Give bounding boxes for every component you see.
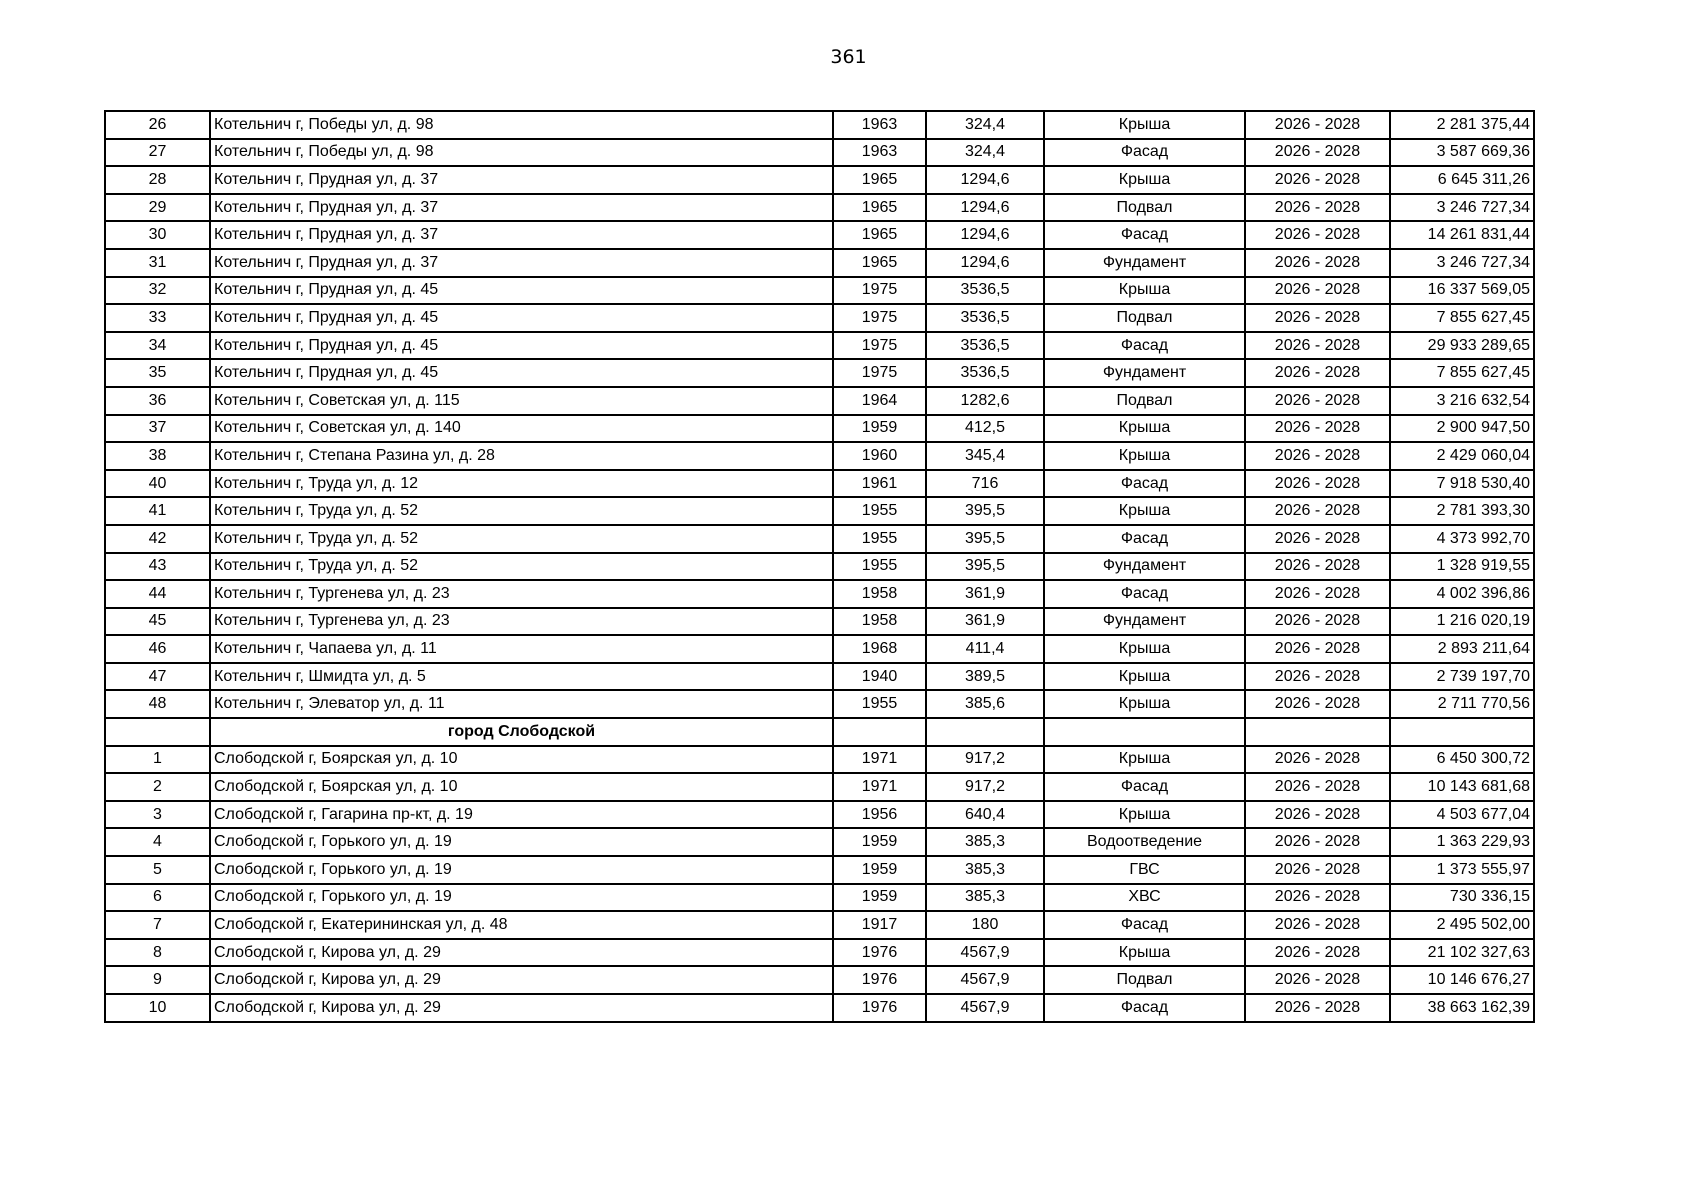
address-cell: Котельнич г, Прудная ул, д. 37 [210, 166, 833, 194]
cost-cell: 2 711 770,56 [1390, 690, 1534, 718]
cost-cell: 1 373 555,97 [1390, 856, 1534, 884]
year-built-cell: 1965 [833, 194, 926, 222]
period-cell: 2026 - 2028 [1245, 884, 1390, 912]
area-cell: 345,4 [926, 442, 1044, 470]
row-number-cell: 36 [105, 387, 210, 415]
period-cell: 2026 - 2028 [1245, 966, 1390, 994]
work-type-cell: Крыша [1044, 442, 1245, 470]
address-cell: Котельнич г, Прудная ул, д. 45 [210, 359, 833, 387]
area-cell: 385,3 [926, 828, 1044, 856]
period-cell: 2026 - 2028 [1245, 139, 1390, 167]
area-cell: 3536,5 [926, 304, 1044, 332]
row-number-cell [105, 718, 210, 746]
work-type-cell: Фасад [1044, 773, 1245, 801]
work-type-cell: Подвал [1044, 194, 1245, 222]
period-cell: 2026 - 2028 [1245, 856, 1390, 884]
area-cell [926, 718, 1044, 746]
row-number-cell: 38 [105, 442, 210, 470]
period-cell: 2026 - 2028 [1245, 911, 1390, 939]
cost-cell: 3 216 632,54 [1390, 387, 1534, 415]
work-type-cell: Водоотведение [1044, 828, 1245, 856]
work-type-cell: Крыша [1044, 415, 1245, 443]
year-built-cell: 1976 [833, 966, 926, 994]
period-cell: 2026 - 2028 [1245, 994, 1390, 1022]
cost-cell: 10 146 676,27 [1390, 966, 1534, 994]
table-row [105, 939, 1534, 967]
row-number-cell: 29 [105, 194, 210, 222]
period-cell: 2026 - 2028 [1245, 415, 1390, 443]
period-cell: 2026 - 2028 [1245, 359, 1390, 387]
year-built-cell: 1955 [833, 690, 926, 718]
area-cell: 385,3 [926, 856, 1044, 884]
period-cell: 2026 - 2028 [1245, 304, 1390, 332]
cost-cell: 1 328 919,55 [1390, 553, 1534, 581]
period-cell: 2026 - 2028 [1245, 470, 1390, 498]
year-built-cell: 1959 [833, 828, 926, 856]
work-type-cell: Фасад [1044, 139, 1245, 167]
page-number: 361 [830, 46, 867, 68]
row-number-cell: 45 [105, 608, 210, 636]
cost-cell: 2 281 375,44 [1390, 111, 1534, 139]
row-number-cell: 43 [105, 553, 210, 581]
work-type-cell: Фундамент [1044, 608, 1245, 636]
cost-cell: 4 503 677,04 [1390, 801, 1534, 829]
work-type-cell: Фасад [1044, 470, 1245, 498]
period-cell: 2026 - 2028 [1245, 387, 1390, 415]
area-cell: 1282,6 [926, 387, 1044, 415]
address-cell: Котельнич г, Победы ул, д. 98 [210, 111, 833, 139]
cost-cell: 6 450 300,72 [1390, 746, 1534, 774]
period-cell: 2026 - 2028 [1245, 166, 1390, 194]
table-row [105, 332, 1534, 360]
area-cell: 395,5 [926, 525, 1044, 553]
address-cell: Слободской г, Горького ул, д. 19 [210, 856, 833, 884]
year-built-cell: 1958 [833, 608, 926, 636]
row-number-cell: 35 [105, 359, 210, 387]
period-cell: 2026 - 2028 [1245, 221, 1390, 249]
address-cell: Котельнич г, Чапаева ул, д. 11 [210, 635, 833, 663]
year-built-cell: 1958 [833, 580, 926, 608]
work-type-cell: Фасад [1044, 525, 1245, 553]
row-number-cell: 1 [105, 746, 210, 774]
cost-cell: 2 495 502,00 [1390, 911, 1534, 939]
row-number-cell: 30 [105, 221, 210, 249]
table-row [105, 994, 1534, 1022]
row-number-cell: 48 [105, 690, 210, 718]
area-cell: 324,4 [926, 111, 1044, 139]
cost-cell: 21 102 327,63 [1390, 939, 1534, 967]
work-type-cell: Крыша [1044, 801, 1245, 829]
work-type-cell: Фундамент [1044, 249, 1245, 277]
table-row [105, 497, 1534, 525]
address-cell: Котельнич г, Советская ул, д. 140 [210, 415, 833, 443]
address-cell: Слободской г, Боярская ул, д. 10 [210, 746, 833, 774]
row-number-cell: 34 [105, 332, 210, 360]
area-cell: 361,9 [926, 580, 1044, 608]
address-cell: Котельнич г, Прудная ул, д. 37 [210, 249, 833, 277]
work-type-cell: Фасад [1044, 580, 1245, 608]
row-number-cell: 42 [105, 525, 210, 553]
table-row [105, 773, 1534, 801]
address-cell: Котельнич г, Тургенева ул, д. 23 [210, 608, 833, 636]
year-built-cell: 1968 [833, 635, 926, 663]
area-cell: 411,4 [926, 635, 1044, 663]
period-cell: 2026 - 2028 [1245, 635, 1390, 663]
area-cell: 324,4 [926, 139, 1044, 167]
period-cell: 2026 - 2028 [1245, 773, 1390, 801]
cost-cell: 14 261 831,44 [1390, 221, 1534, 249]
address-cell: Слободской г, Екатерининская ул, д. 48 [210, 911, 833, 939]
address-cell: Котельнич г, Шмидта ул, д. 5 [210, 663, 833, 691]
table-row [105, 884, 1534, 912]
address-cell: Слободской г, Горького ул, д. 19 [210, 884, 833, 912]
address-cell: Котельнич г, Труда ул, д. 52 [210, 553, 833, 581]
year-built-cell: 1955 [833, 525, 926, 553]
address-cell: Слободской г, Гагарина пр-кт, д. 19 [210, 801, 833, 829]
row-number-cell: 40 [105, 470, 210, 498]
row-number-cell: 3 [105, 801, 210, 829]
row-number-cell: 5 [105, 856, 210, 884]
table-row [105, 608, 1534, 636]
area-cell: 3536,5 [926, 332, 1044, 360]
year-built-cell: 1965 [833, 221, 926, 249]
table-body [105, 111, 1534, 1022]
address-cell: Котельнич г, Прудная ул, д. 45 [210, 304, 833, 332]
address-cell: Котельнич г, Прудная ул, д. 45 [210, 332, 833, 360]
work-type-cell: Крыша [1044, 497, 1245, 525]
year-built-cell [833, 718, 926, 746]
year-built-cell: 1965 [833, 249, 926, 277]
cost-cell [1390, 718, 1534, 746]
row-number-cell: 2 [105, 773, 210, 801]
row-number-cell: 6 [105, 884, 210, 912]
cost-cell: 7 855 627,45 [1390, 359, 1534, 387]
table-row [105, 359, 1534, 387]
address-cell: Слободской г, Кирова ул, д. 29 [210, 939, 833, 967]
work-type-cell: Подвал [1044, 966, 1245, 994]
address-cell: Котельнич г, Труда ул, д. 52 [210, 525, 833, 553]
address-cell: Котельнич г, Прудная ул, д. 37 [210, 221, 833, 249]
table-row [105, 277, 1534, 305]
year-built-cell: 1956 [833, 801, 926, 829]
section-header-row [105, 718, 1534, 746]
row-number-cell: 44 [105, 580, 210, 608]
table-row [105, 415, 1534, 443]
table-row [105, 111, 1534, 139]
address-cell: Котельнич г, Победы ул, д. 98 [210, 139, 833, 167]
table-row [105, 911, 1534, 939]
cost-cell: 730 336,15 [1390, 884, 1534, 912]
work-type-cell: Крыша [1044, 663, 1245, 691]
period-cell: 2026 - 2028 [1245, 249, 1390, 277]
period-cell: 2026 - 2028 [1245, 442, 1390, 470]
table-row [105, 194, 1534, 222]
table-row [105, 635, 1534, 663]
work-type-cell [1044, 718, 1245, 746]
address-cell: Котельнич г, Тургенева ул, д. 23 [210, 580, 833, 608]
cost-cell: 3 587 669,36 [1390, 139, 1534, 167]
cost-cell: 2 781 393,30 [1390, 497, 1534, 525]
row-number-cell: 7 [105, 911, 210, 939]
table-row [105, 470, 1534, 498]
year-built-cell: 1955 [833, 497, 926, 525]
work-type-cell: Крыша [1044, 277, 1245, 305]
address-cell: Слободской г, Боярская ул, д. 10 [210, 773, 833, 801]
area-cell: 395,5 [926, 553, 1044, 581]
table-row [105, 746, 1534, 774]
area-cell: 389,5 [926, 663, 1044, 691]
cost-cell: 7 918 530,40 [1390, 470, 1534, 498]
cost-cell: 4 002 396,86 [1390, 580, 1534, 608]
period-cell [1245, 718, 1390, 746]
period-cell: 2026 - 2028 [1245, 277, 1390, 305]
address-cell: Котельнич г, Степана Разина ул, д. 28 [210, 442, 833, 470]
period-cell: 2026 - 2028 [1245, 332, 1390, 360]
table-row [105, 139, 1534, 167]
work-type-cell: Крыша [1044, 939, 1245, 967]
cost-cell: 3 246 727,34 [1390, 249, 1534, 277]
area-cell: 917,2 [926, 746, 1044, 774]
row-number-cell: 33 [105, 304, 210, 332]
cost-cell: 2 893 211,64 [1390, 635, 1534, 663]
table-row [105, 966, 1534, 994]
area-cell: 385,6 [926, 690, 1044, 718]
work-type-cell: Подвал [1044, 304, 1245, 332]
address-cell: Котельнич г, Труда ул, д. 52 [210, 497, 833, 525]
period-cell: 2026 - 2028 [1245, 939, 1390, 967]
year-built-cell: 1955 [833, 553, 926, 581]
table-row [105, 801, 1534, 829]
table-row [105, 856, 1534, 884]
work-type-cell: Крыша [1044, 690, 1245, 718]
work-type-cell: Крыша [1044, 635, 1245, 663]
row-number-cell: 27 [105, 139, 210, 167]
registry-table [104, 110, 1535, 1023]
cost-cell: 38 663 162,39 [1390, 994, 1534, 1022]
area-cell: 3536,5 [926, 359, 1044, 387]
year-built-cell: 1940 [833, 663, 926, 691]
work-type-cell: Крыша [1044, 166, 1245, 194]
row-number-cell: 9 [105, 966, 210, 994]
period-cell: 2026 - 2028 [1245, 690, 1390, 718]
work-type-cell: Фундамент [1044, 553, 1245, 581]
year-built-cell: 1961 [833, 470, 926, 498]
cost-cell: 1 363 229,93 [1390, 828, 1534, 856]
area-cell: 1294,6 [926, 221, 1044, 249]
area-cell: 716 [926, 470, 1044, 498]
table-row [105, 304, 1534, 332]
row-number-cell: 26 [105, 111, 210, 139]
row-number-cell: 37 [105, 415, 210, 443]
area-cell: 1294,6 [926, 194, 1044, 222]
area-cell: 4567,9 [926, 994, 1044, 1022]
work-type-cell: ГВС [1044, 856, 1245, 884]
cost-cell: 3 246 727,34 [1390, 194, 1534, 222]
area-cell: 3536,5 [926, 277, 1044, 305]
work-type-cell: Фасад [1044, 911, 1245, 939]
cost-cell: 2 739 197,70 [1390, 663, 1534, 691]
row-number-cell: 41 [105, 497, 210, 525]
area-cell: 1294,6 [926, 166, 1044, 194]
row-number-cell: 8 [105, 939, 210, 967]
period-cell: 2026 - 2028 [1245, 580, 1390, 608]
area-cell: 4567,9 [926, 966, 1044, 994]
cost-cell: 6 645 311,26 [1390, 166, 1534, 194]
area-cell: 361,9 [926, 608, 1044, 636]
table-row [105, 690, 1534, 718]
period-cell: 2026 - 2028 [1245, 525, 1390, 553]
year-built-cell: 1965 [833, 166, 926, 194]
cost-cell: 10 143 681,68 [1390, 773, 1534, 801]
table-row [105, 221, 1534, 249]
period-cell: 2026 - 2028 [1245, 553, 1390, 581]
period-cell: 2026 - 2028 [1245, 801, 1390, 829]
year-built-cell: 1964 [833, 387, 926, 415]
year-built-cell: 1976 [833, 994, 926, 1022]
table-row [105, 580, 1534, 608]
year-built-cell: 1917 [833, 911, 926, 939]
address-cell: Слободской г, Горького ул, д. 19 [210, 828, 833, 856]
work-type-cell: Крыша [1044, 111, 1245, 139]
address-cell: Слободской г, Кирова ул, д. 29 [210, 994, 833, 1022]
row-number-cell: 31 [105, 249, 210, 277]
period-cell: 2026 - 2028 [1245, 608, 1390, 636]
area-cell: 395,5 [926, 497, 1044, 525]
year-built-cell: 1975 [833, 277, 926, 305]
cost-cell: 2 429 060,04 [1390, 442, 1534, 470]
year-built-cell: 1960 [833, 442, 926, 470]
cost-cell: 4 373 992,70 [1390, 525, 1534, 553]
year-built-cell: 1975 [833, 359, 926, 387]
area-cell: 1294,6 [926, 249, 1044, 277]
address-cell: Котельнич г, Труда ул, д. 12 [210, 470, 833, 498]
address-cell: Котельнич г, Прудная ул, д. 37 [210, 194, 833, 222]
row-number-cell: 4 [105, 828, 210, 856]
period-cell: 2026 - 2028 [1245, 497, 1390, 525]
area-cell: 412,5 [926, 415, 1044, 443]
work-type-cell: Фасад [1044, 332, 1245, 360]
work-type-cell: Подвал [1044, 387, 1245, 415]
row-number-cell: 32 [105, 277, 210, 305]
area-cell: 917,2 [926, 773, 1044, 801]
year-built-cell: 1963 [833, 111, 926, 139]
row-number-cell: 47 [105, 663, 210, 691]
year-built-cell: 1963 [833, 139, 926, 167]
year-built-cell: 1971 [833, 746, 926, 774]
period-cell: 2026 - 2028 [1245, 111, 1390, 139]
period-cell: 2026 - 2028 [1245, 663, 1390, 691]
table-row [105, 663, 1534, 691]
table-row [105, 166, 1534, 194]
work-type-cell: Фасад [1044, 994, 1245, 1022]
area-cell: 385,3 [926, 884, 1044, 912]
year-built-cell: 1959 [833, 415, 926, 443]
cost-cell: 1 216 020,19 [1390, 608, 1534, 636]
area-cell: 4567,9 [926, 939, 1044, 967]
table-row [105, 249, 1534, 277]
row-number-cell: 46 [105, 635, 210, 663]
table-row [105, 525, 1534, 553]
work-type-cell: Фасад [1044, 221, 1245, 249]
table-row [105, 387, 1534, 415]
year-built-cell: 1975 [833, 304, 926, 332]
table-row [105, 442, 1534, 470]
year-built-cell: 1975 [833, 332, 926, 360]
row-number-cell: 10 [105, 994, 210, 1022]
cost-cell: 7 855 627,45 [1390, 304, 1534, 332]
address-cell: Котельнич г, Советская ул, д. 115 [210, 387, 833, 415]
cost-cell: 29 933 289,65 [1390, 332, 1534, 360]
period-cell: 2026 - 2028 [1245, 746, 1390, 774]
year-built-cell: 1971 [833, 773, 926, 801]
table-row [105, 828, 1534, 856]
work-type-cell: Фундамент [1044, 359, 1245, 387]
year-built-cell: 1976 [833, 939, 926, 967]
period-cell: 2026 - 2028 [1245, 828, 1390, 856]
address-cell: Котельнич г, Элеватор ул, д. 11 [210, 690, 833, 718]
address-cell: Слободской г, Кирова ул, д. 29 [210, 966, 833, 994]
area-cell: 640,4 [926, 801, 1044, 829]
work-type-cell: ХВС [1044, 884, 1245, 912]
cost-cell: 2 900 947,50 [1390, 415, 1534, 443]
area-cell: 180 [926, 911, 1044, 939]
table-row [105, 553, 1534, 581]
row-number-cell: 28 [105, 166, 210, 194]
section-title: город Слободской [210, 718, 833, 746]
cost-cell: 16 337 569,05 [1390, 277, 1534, 305]
year-built-cell: 1959 [833, 856, 926, 884]
address-cell: Котельнич г, Прудная ул, д. 45 [210, 277, 833, 305]
year-built-cell: 1959 [833, 884, 926, 912]
period-cell: 2026 - 2028 [1245, 194, 1390, 222]
work-type-cell: Крыша [1044, 746, 1245, 774]
